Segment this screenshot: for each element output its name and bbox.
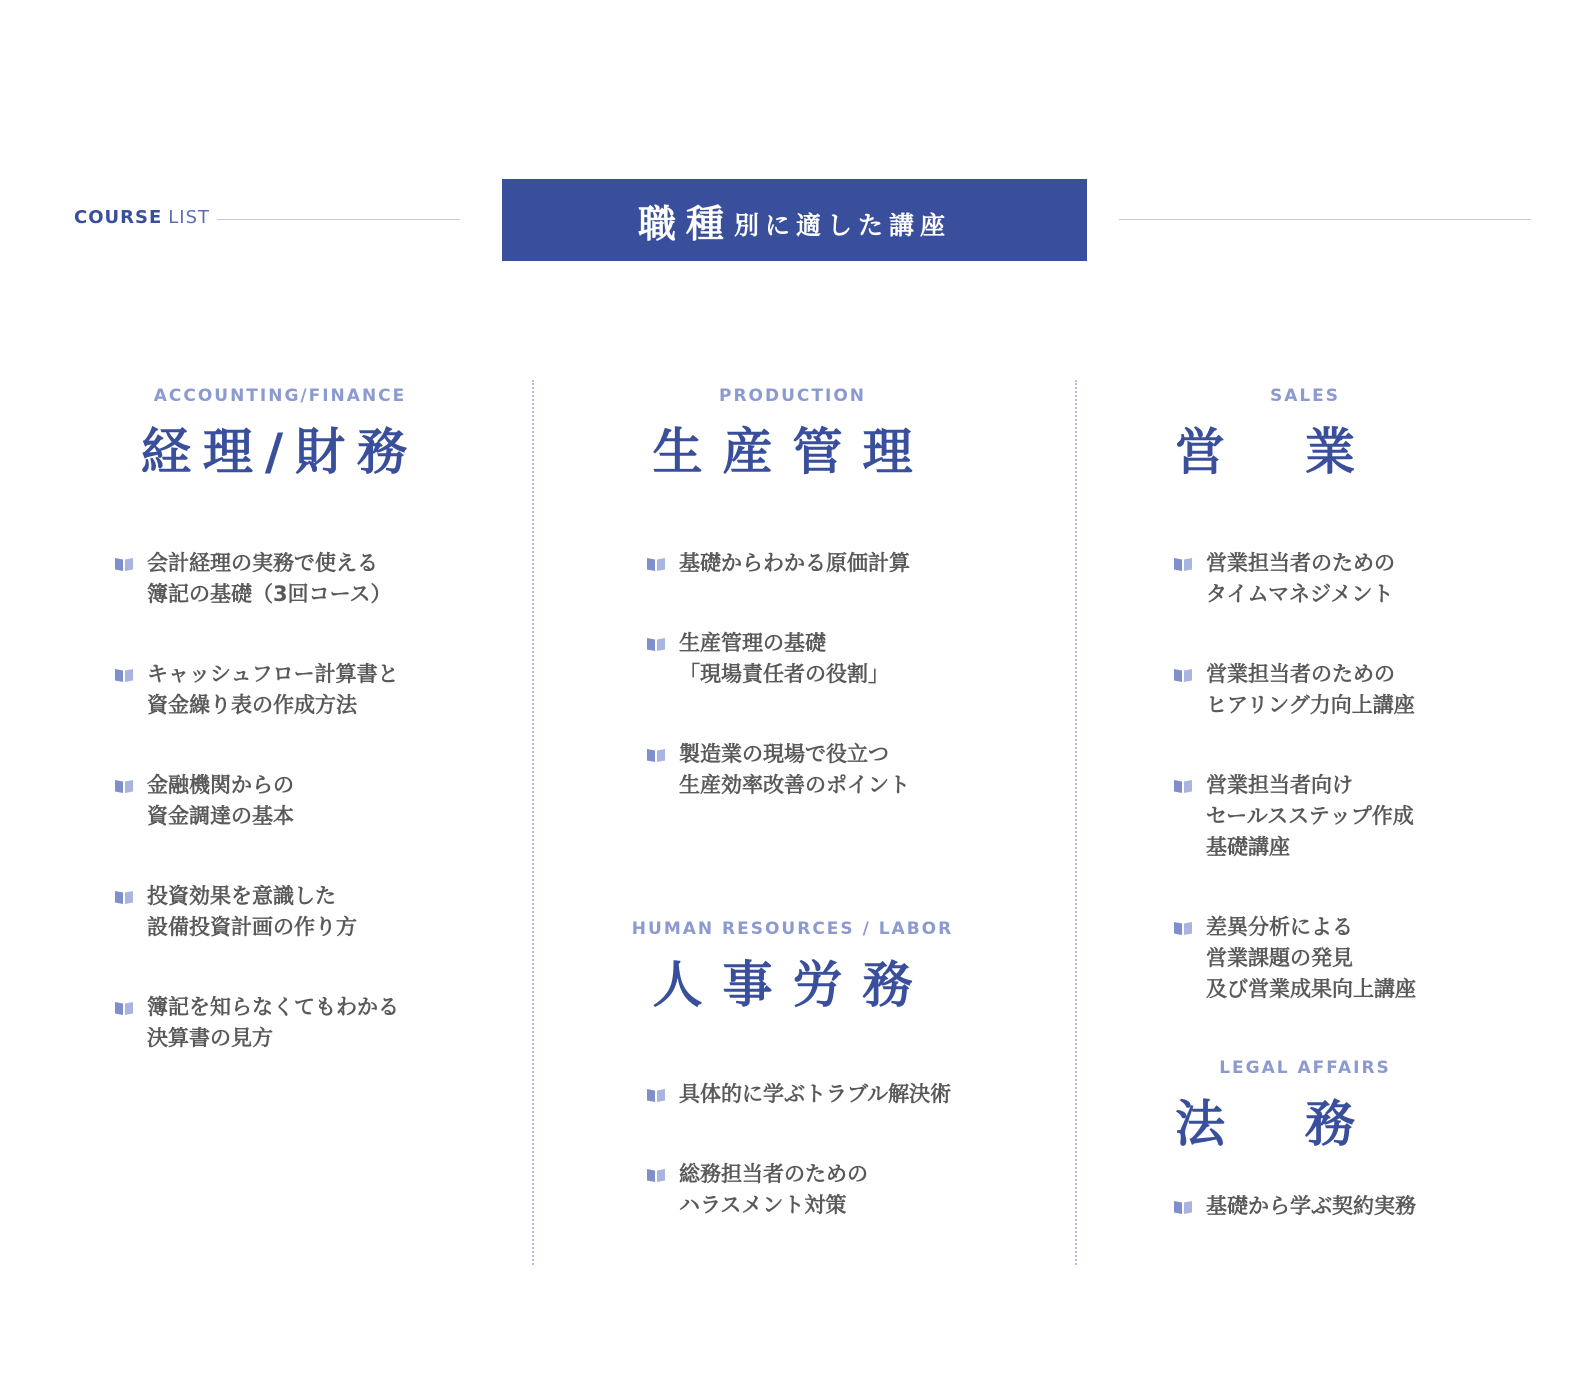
book-icon [114,556,134,572]
course-item[interactable] [646,1159,951,1221]
category-jp-title: 経理/財務 [140,423,420,481]
course-title: 金融機関からの 資金調達の基本 [147,773,294,828]
course-title: 基礎からわかる原価計算 [679,551,910,575]
book-icon [114,778,134,794]
book-icon [114,667,134,683]
book-icon [114,889,134,905]
category-heading-production [600,386,985,484]
book-icon [646,556,666,572]
book-icon [646,636,666,652]
course-list-accounting [114,548,399,1103]
book-icon [114,1000,134,1016]
course-title: 営業担当者のための タイムマネジメント [1206,551,1395,606]
course-title: 総務担当者のための ハラスメント対策 [679,1162,868,1217]
book-icon [646,747,666,763]
category-en-label: SALES [1269,386,1341,406]
course-item[interactable] [646,628,910,690]
course-title: 会計経理の実務で使える 簿記の基礎（3回コース） [147,551,392,606]
book-icon [646,1087,666,1103]
course-title: 生産管理の基礎 「現場責任者の役割」 [679,631,889,686]
course-item[interactable] [1173,912,1416,1005]
course-item[interactable] [1173,1191,1416,1222]
category-heading-sales [1150,386,1460,484]
course-title: 製造業の現場で役立つ 生産効率改善のポイント [679,742,910,797]
course-title: 簿記を知らなくてもわかる 決算書の見方 [147,995,399,1050]
course-item[interactable] [1173,548,1416,610]
course-title: 営業担当者のための ヒアリング力向上講座 [1206,662,1415,717]
course-item[interactable] [114,770,399,832]
book-icon [1173,920,1193,936]
page-title-sub: 別に適した講座 [734,211,952,240]
course-list-label [74,207,210,228]
course-item[interactable] [1173,770,1416,863]
category-en-label: PRODUCTION [719,386,866,406]
course-item[interactable] [114,548,399,610]
category-heading-legal [1150,1058,1460,1156]
book-icon [1173,667,1193,683]
course-title: 営業担当者向け セールスステップ作成 基礎講座 [1206,773,1414,859]
category-jp-title: 法務 [1175,1095,1435,1153]
course-list-label-thin: LIST [168,207,211,228]
course-list-legal [1173,1191,1416,1222]
book-icon [1173,556,1193,572]
course-title: 投資効果を意識した 設備投資計画の作り方 [147,884,357,939]
course-item[interactable] [114,992,399,1054]
course-item[interactable] [646,1079,951,1110]
book-icon [1173,778,1193,794]
category-en-label: ACCOUNTING/FINANCE [153,386,407,406]
category-heading-hr [600,919,985,1017]
category-jp-title: 営業 [1175,423,1435,481]
course-title: キャッシュフロー計算書と 資金繰り表の作成方法 [147,662,399,717]
course-title: 具体的に学ぶトラブル解決術 [679,1082,952,1106]
category-heading-accounting [90,386,470,484]
page-title-banner [502,179,1087,261]
section-header [0,0,1575,300]
category-en-label: LEGAL AFFAIRS [1219,1058,1391,1078]
course-item[interactable] [114,659,399,721]
category-en-label: HUMAN RESOURCES / LABOR [631,919,954,939]
page-title-main: 職種 [637,201,734,246]
header-rule-left [217,219,460,220]
column-divider-right [1075,380,1077,1265]
course-list-hr [646,1079,951,1270]
course-item[interactable] [114,881,399,943]
book-icon [1173,1199,1193,1215]
course-item[interactable] [1173,659,1416,721]
course-item[interactable] [646,739,910,801]
category-jp-title: 生産管理 [652,423,933,481]
course-title: 差異分析による 営業課題の発見 及び営業成果向上講座 [1206,915,1416,1001]
course-title: 基礎から学ぶ契約実務 [1206,1194,1416,1218]
course-list-production [646,548,910,850]
book-icon [646,1167,666,1183]
course-list-label-bold: COURSE [74,207,163,228]
course-list-sales [1173,548,1416,1054]
header-rule-right [1119,219,1531,220]
course-item[interactable] [646,548,910,579]
category-jp-title: 人事労務 [652,956,933,1014]
column-divider-left [532,380,534,1265]
